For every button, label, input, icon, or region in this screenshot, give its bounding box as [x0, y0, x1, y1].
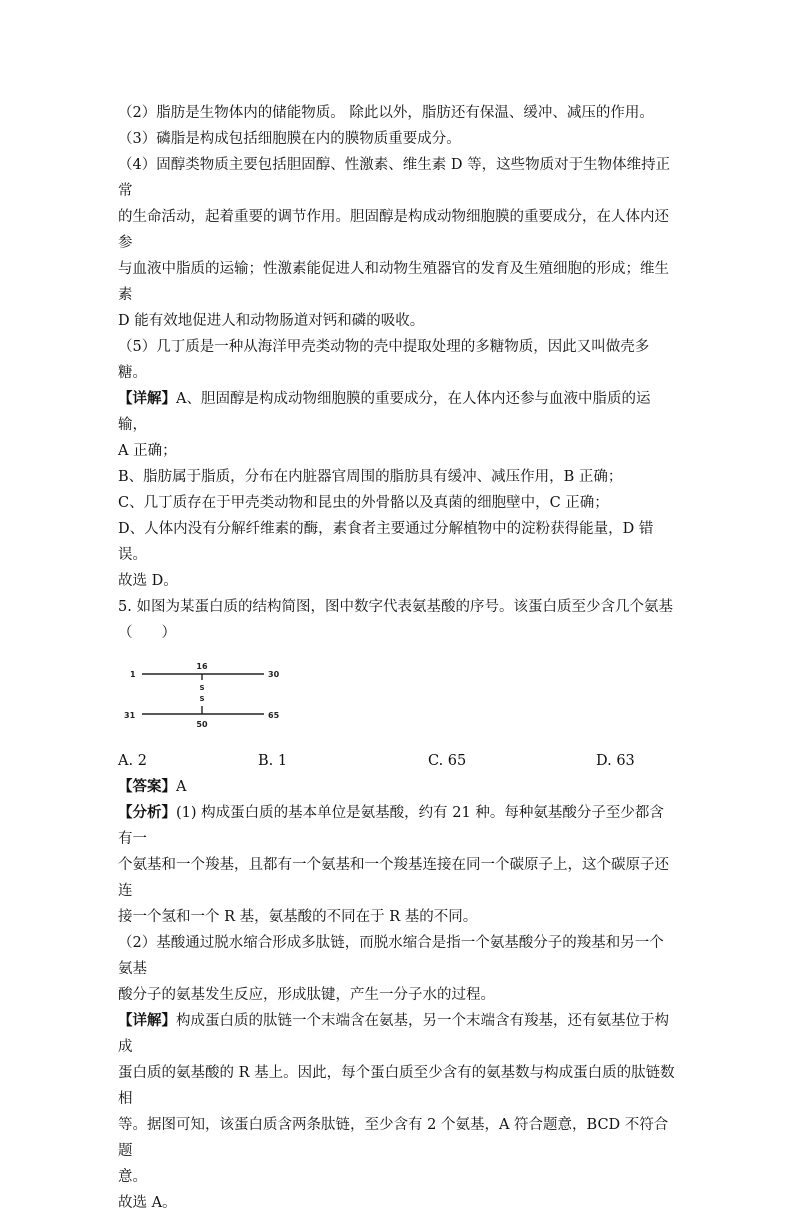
text-line: 故选 D。: [118, 573, 178, 589]
analysis-text: (1) 构成蛋白质的基本单位是氨基酸，约有 21 种。每种氨基酸分子至少都含有一: [118, 805, 664, 847]
protein-structure-diagram: [124, 650, 284, 736]
bond-label-s1: S: [199, 684, 205, 692]
question-blank: （ ）: [118, 625, 176, 641]
analysis-tag: 【分析】: [118, 804, 176, 821]
text-line: （3）磷脂是构成包括细胞膜在内的膜物质重要成分。: [118, 131, 461, 147]
choice-c[interactable]: C. 65: [428, 753, 467, 769]
text-line: A 正确；: [118, 443, 177, 459]
detail-line: 故选 A。: [118, 1195, 177, 1211]
detail-line: 意。: [118, 1169, 147, 1185]
text-line: C、几丁质存在于甲壳类动物和昆虫的外骨骼以及真菌的细胞壁中，C 正确；: [118, 495, 609, 511]
label-bottom-mid: 50: [196, 720, 208, 729]
label-bottom-left: 31: [124, 711, 136, 720]
detail-line: [118, 1008, 678, 1060]
analysis-line: 接一个氢和一个 R 基，氨基酸的不同在于 R 基的不同。: [118, 909, 478, 925]
text-line: （2）脂肪是生物体内的储能物质。 除此以外，脂肪还有保温、缓冲、减压的作用。: [118, 105, 654, 121]
choice-b[interactable]: B. 1: [258, 753, 288, 769]
analysis-line: 个氨基和一个羧基，且都有一个氨基和一个羧基连接在同一个碳原子上，这个碳原子还连: [118, 857, 669, 899]
text-line: B、脂肪属于脂质，分布在内脏器官周围的脂肪具有缓冲、减压作用，B 正确；: [118, 469, 623, 485]
analysis-line: （2）基酸通过脱水缩合形成多肽链，而脱水缩合是指一个氨基酸分子的羧基和另一个氨基: [118, 935, 664, 977]
detail-text: 构成蛋白质的肽链一个末端含在氨基，另一个末端含有羧基，还有氨基位于构成: [118, 1013, 669, 1055]
text-line: （5）几丁质是一种从海洋甲壳类动物的壳中提取处理的多糖物质，因此又叫做壳多糖。: [118, 339, 650, 381]
answer-tag: 【答案】: [118, 778, 176, 795]
text-line: D 能有效地促进人和动物肠道对钙和磷的吸收。: [118, 313, 425, 329]
label-bottom-right: 65: [268, 711, 280, 720]
choice-d[interactable]: D. 63: [596, 753, 635, 769]
question-line: 5. 如图为某蛋白质的结构简图，图中数字代表氨基酸的序号。该蛋白质至少含几个氨基: [118, 599, 673, 615]
label-top-left: 1: [130, 670, 136, 679]
bond-label-s2: S: [199, 695, 205, 703]
label-top-right: 30: [268, 670, 280, 679]
text-line: （4）固醇类物质主要包括胆固醇、性激素、维生素 D 等，这些物质对于生物体维持正常: [118, 157, 671, 199]
document-page: [118, 100, 678, 1216]
detail-text: A、胆固醇是构成动物细胞膜的重要成分，在人体内还参与血液中脂质的运输，: [118, 391, 651, 433]
text-line: 与血液中脂质的运输；性激素能促进人和动物生殖器官的发育及生殖细胞的形成；维生素: [118, 261, 669, 303]
answer-line: [118, 774, 678, 800]
text-line: D、人体内没有分解纤维素的酶，素食者主要通过分解植物中的淀粉获得能量，D 错误。: [118, 521, 654, 563]
detail-tag: 【详解】: [118, 390, 176, 407]
detail-tag: 【详解】: [118, 1012, 176, 1029]
detail-line: 蛋白质的氨基酸的 R 基上。因此，每个蛋白质至少含有的氨基数与构成蛋白质的肽链数相: [118, 1065, 675, 1107]
analysis-line: [118, 800, 678, 852]
text-line: 的生命活动，起着重要的调节作用。胆固醇是构成动物细胞膜的重要成分，在人体内还参: [118, 209, 669, 251]
label-top-mid: 16: [196, 662, 208, 671]
answer-value: A: [176, 779, 187, 795]
choice-a[interactable]: A. 2: [118, 753, 147, 769]
analysis-line: 酸分子的氨基发生反应，形成肽键，产生一分子水的过程。: [118, 987, 495, 1003]
answer-choices: [118, 748, 678, 774]
detail-line: [118, 386, 678, 438]
detail-line: 等。据图可知，该蛋白质含两条肽链，至少含有 2 个氨基，A 符合题意，BCD 不符合题: [118, 1117, 669, 1159]
